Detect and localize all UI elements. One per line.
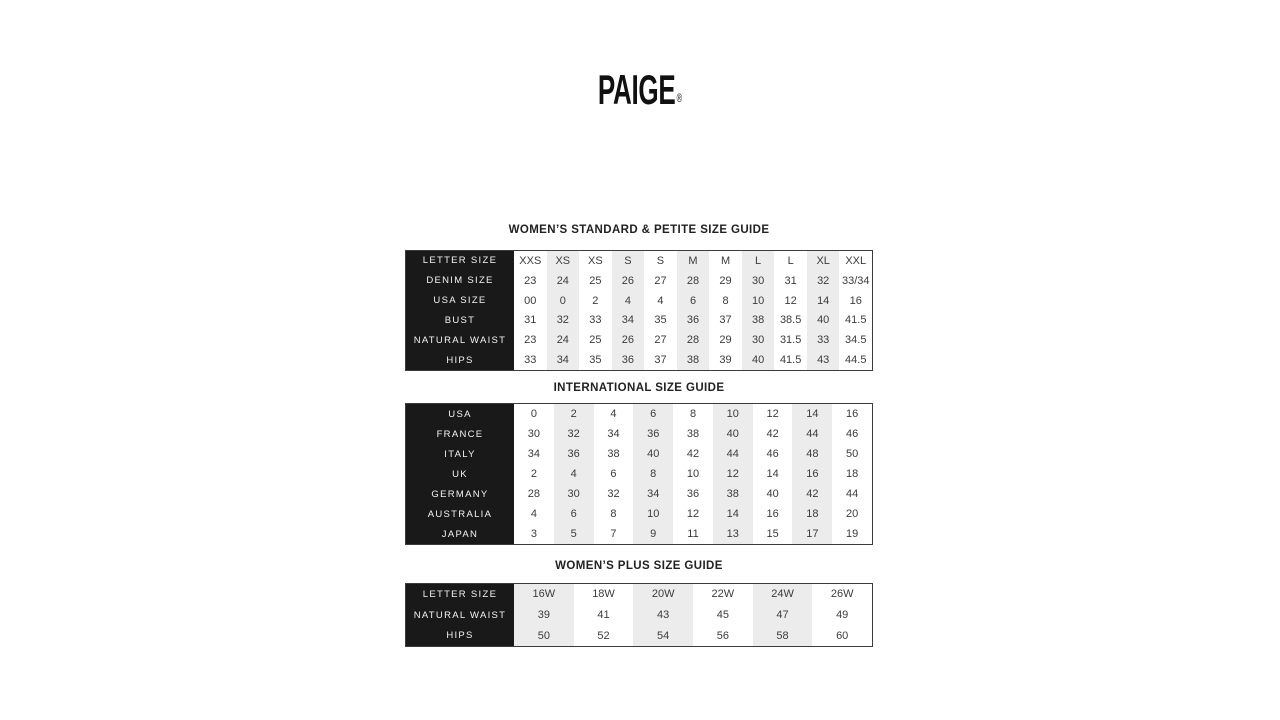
row-label: LETTER SIZE — [406, 251, 514, 271]
size-cell: 39 — [514, 605, 574, 626]
size-cell: 10 — [686, 468, 700, 480]
size-cell: 41.5 — [779, 354, 802, 367]
size-cell: L — [742, 251, 775, 271]
size-cell: 48 — [792, 444, 832, 464]
size-cell: 4 — [530, 508, 537, 520]
size-cell: 44 — [846, 488, 859, 500]
size-cell: 23 — [524, 274, 537, 287]
size-cell: 49 — [836, 609, 849, 621]
table-row — [406, 291, 872, 311]
table-row — [406, 251, 872, 271]
size-cell: XL — [807, 251, 840, 271]
size-cell: 26W — [830, 588, 854, 601]
size-cell: 37 — [654, 354, 667, 367]
row-label: ITALY — [406, 444, 514, 464]
size-cell: XXS — [519, 254, 542, 267]
size-cell: 42 — [766, 428, 779, 440]
size-cell: 34 — [547, 350, 580, 370]
size-cell: 36 — [612, 350, 645, 370]
paige-logo-inner — [597, 66, 683, 113]
size-cell: 38 — [742, 310, 775, 330]
size-cell: 36 — [633, 424, 673, 444]
size-cell: 10 — [742, 291, 775, 311]
size-cell: 58 — [753, 625, 813, 646]
size-cell: 25 — [589, 334, 602, 347]
size-cell: 43 — [633, 605, 693, 626]
size-cell: 44.5 — [845, 354, 867, 367]
size-cell: 44 — [713, 444, 753, 464]
row-label: USA SIZE — [406, 291, 514, 311]
row-label: LETTER SIZE — [406, 584, 514, 605]
size-cell: 30 — [554, 484, 594, 504]
size-cell: 2 — [592, 294, 599, 307]
table-row — [406, 271, 872, 291]
size-cell: 42 — [792, 484, 832, 504]
international-size-guide-title: INTERNATIONAL SIZE GUIDE — [553, 382, 725, 394]
size-cell: 45 — [716, 609, 729, 621]
table-row — [406, 504, 872, 524]
size-cell: 38.5 — [779, 314, 802, 327]
brand-name: PAIGE — [597, 66, 676, 113]
size-cell: S — [656, 254, 665, 267]
size-cell: 3 — [530, 528, 537, 540]
table-row — [406, 464, 872, 484]
size-cell: 47 — [753, 605, 813, 626]
size-cell: 20W — [633, 584, 693, 605]
size-cell: 12 — [784, 294, 797, 307]
size-cell: 43 — [807, 350, 840, 370]
size-cell: 6 — [610, 468, 617, 480]
row-label: BUST — [406, 310, 514, 330]
size-cell: 33 — [589, 314, 602, 327]
size-cell: 14 — [807, 291, 840, 311]
size-cell: 10 — [633, 504, 673, 524]
size-cell: 32 — [607, 488, 620, 500]
size-cell: 30 — [742, 330, 775, 350]
standard-petite-size-table — [405, 250, 873, 371]
row-label: DENIM SIZE — [406, 271, 514, 291]
size-cell: 35 — [654, 314, 667, 327]
size-cell: 17 — [792, 524, 832, 544]
table-row — [406, 584, 872, 605]
size-cell: 13 — [713, 524, 753, 544]
size-cell: 2 — [554, 404, 594, 424]
table-row — [406, 330, 872, 350]
size-cell: 18 — [792, 504, 832, 524]
row-label: GERMANY — [406, 484, 514, 504]
size-cell: 50 — [514, 625, 574, 646]
international-size-table — [405, 403, 873, 545]
size-cell: 40 — [633, 444, 673, 464]
plus-size-guide-title: WOMEN’S PLUS SIZE GUIDE — [555, 560, 723, 572]
size-cell: 15 — [766, 528, 779, 540]
size-cell: 28 — [677, 271, 710, 291]
table-row — [406, 605, 872, 626]
size-cell: 31.5 — [779, 334, 802, 347]
size-cell: 8 — [610, 508, 617, 520]
size-cell: 38 — [686, 428, 700, 440]
size-cell: 25 — [589, 274, 602, 287]
size-cell: 50 — [846, 448, 859, 460]
size-cell: 16 — [792, 464, 832, 484]
size-cell: 46 — [766, 448, 779, 460]
size-cell: 7 — [610, 528, 617, 540]
size-cell: 32 — [554, 424, 594, 444]
size-cell: 8 — [633, 464, 673, 484]
size-cell: 41 — [597, 609, 610, 621]
table-row — [406, 424, 872, 444]
size-cell: 12 — [686, 508, 700, 520]
row-label: FRANCE — [406, 424, 514, 444]
plus-size-table — [405, 583, 873, 647]
table-row — [406, 404, 872, 424]
size-cell: 14 — [792, 404, 832, 424]
size-cell: 4 — [612, 291, 645, 311]
size-cell: 27 — [654, 334, 667, 347]
standard-petite-size-guide-title: WOMEN’S STANDARD & PETITE SIZE GUIDE — [508, 224, 770, 236]
size-cell: 34 — [612, 310, 645, 330]
size-cell: 16 — [766, 508, 779, 520]
size-cell: L — [787, 254, 794, 267]
size-cell: 32 — [547, 310, 580, 330]
size-cell: 26 — [612, 330, 645, 350]
size-cell: 46 — [846, 428, 859, 440]
size-cell: 38 — [677, 350, 710, 370]
row-label: JAPAN — [406, 524, 514, 544]
size-cell: 19 — [846, 528, 859, 540]
size-cell: 56 — [716, 629, 729, 642]
size-cell: 12 — [713, 464, 753, 484]
size-cell: 12 — [766, 408, 779, 420]
row-label: AUSTRALIA — [406, 504, 514, 524]
size-cell: 36 — [686, 488, 700, 500]
size-cell: 18W — [592, 588, 615, 601]
size-cell: 31 — [784, 274, 797, 287]
size-cell: 39 — [719, 354, 732, 367]
table-row — [406, 350, 872, 370]
table-row — [406, 444, 872, 464]
row-label: USA — [406, 404, 514, 424]
size-cell: 40 — [807, 310, 840, 330]
size-cell: 16 — [849, 294, 862, 307]
size-cell: 29 — [719, 274, 732, 287]
size-cell: 24 — [547, 271, 580, 291]
size-cell: M — [677, 251, 710, 271]
size-cell: 35 — [589, 354, 602, 367]
size-cell: 42 — [686, 448, 700, 460]
size-cell: 6 — [554, 504, 594, 524]
size-cell: XXL — [845, 254, 867, 267]
size-cell: 41.5 — [845, 314, 867, 327]
size-cell: 18 — [846, 468, 859, 480]
size-cell: 33/34 — [841, 274, 870, 287]
size-cell: 28 — [527, 488, 541, 500]
paige-logo — [0, 66, 1280, 113]
registered-trademark-icon: ® — [676, 91, 683, 105]
row-label: UK — [406, 464, 514, 484]
size-cell: 44 — [792, 424, 832, 444]
size-cell: 34 — [527, 448, 541, 460]
size-cell: 16W — [514, 584, 574, 605]
size-cell: 2 — [530, 468, 537, 480]
size-cell: 0 — [530, 408, 537, 420]
size-cell: 26 — [612, 271, 645, 291]
size-cell: 22W — [711, 588, 735, 601]
size-cell: 34 — [607, 428, 620, 440]
size-cell: 40 — [766, 488, 779, 500]
size-cell: 14 — [713, 504, 753, 524]
size-cell: 8 — [689, 408, 697, 420]
size-cell: 54 — [633, 625, 693, 646]
size-cell: 38 — [713, 484, 753, 504]
size-cell: 6 — [633, 404, 673, 424]
table-row — [406, 625, 872, 646]
size-cell: 37 — [719, 314, 732, 327]
size-cell: 14 — [766, 468, 779, 480]
size-cell: 40 — [713, 424, 753, 444]
size-cell: 20 — [846, 508, 859, 520]
size-cell: 8 — [722, 294, 729, 307]
size-cell: 33 — [807, 330, 840, 350]
size-cell: 4 — [610, 408, 617, 420]
size-cell: 9 — [633, 524, 673, 544]
size-cell: 24 — [547, 330, 580, 350]
size-cell: 34.5 — [845, 334, 867, 347]
size-cell: 11 — [687, 528, 699, 540]
table-row — [406, 310, 872, 330]
size-cell: 0 — [547, 291, 580, 311]
size-cell: 28 — [677, 330, 710, 350]
size-cell: 00 — [524, 294, 537, 307]
size-cell: 32 — [807, 271, 840, 291]
table-row — [406, 484, 872, 504]
size-cell: M — [720, 254, 731, 267]
size-cell: 36 — [677, 310, 710, 330]
size-cell: 23 — [524, 334, 537, 347]
size-cell: 38 — [607, 448, 620, 460]
size-cell: 24W — [753, 584, 813, 605]
row-label: NATURAL WAIST — [406, 330, 514, 350]
size-cell: 52 — [597, 629, 610, 642]
size-cell: 30 — [742, 271, 775, 291]
size-cell: 6 — [677, 291, 710, 311]
row-label: HIPS — [406, 625, 514, 646]
table-row — [406, 524, 872, 544]
size-cell: XS — [588, 254, 603, 267]
size-cell: 34 — [633, 484, 673, 504]
size-cell: 27 — [654, 274, 667, 287]
size-cell: 30 — [527, 428, 541, 440]
row-label: NATURAL WAIST — [406, 605, 514, 626]
size-cell: XS — [547, 251, 580, 271]
size-cell: 36 — [554, 444, 594, 464]
size-cell: 29 — [719, 334, 732, 347]
size-cell: S — [612, 251, 645, 271]
size-cell: 60 — [836, 629, 849, 642]
size-cell: 16 — [846, 408, 859, 420]
row-label: HIPS — [406, 350, 514, 370]
size-cell: 40 — [742, 350, 775, 370]
size-cell: 10 — [713, 404, 753, 424]
size-cell: 31 — [524, 314, 537, 327]
size-cell: 5 — [554, 524, 594, 544]
size-cell: 4 — [554, 464, 594, 484]
size-cell: 33 — [524, 354, 537, 367]
size-cell: 4 — [657, 294, 664, 307]
